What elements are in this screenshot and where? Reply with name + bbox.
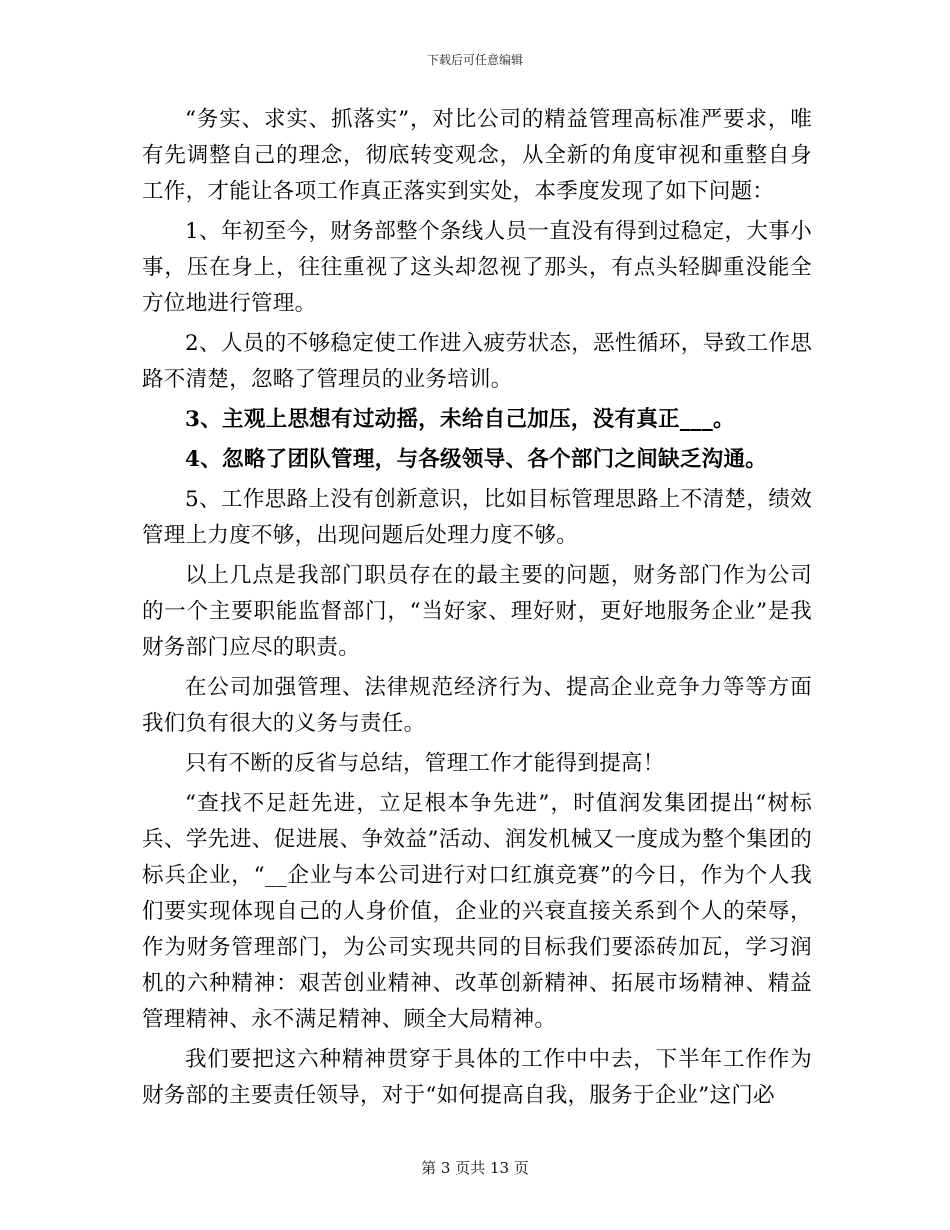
paragraph-bold: 4、忽略了团队管理，与各级领导、各个部门之间缺乏沟通。: [185, 447, 768, 472]
paragraph: “查找不足赶先进，立足根本争先进”，时值润发集团提出“树标兵、学先进、促进展、争效益”活动、润发机械又一度成为整个集团的标兵企业，“__企业与本公司进行对口红旗竞赛”的今日，作为个人我们要实现体现自己的人身价值，企业的兴衰直接关系到个人的荣辱，作为财务管理部门，为公司实现共同的目标我们要添砖加瓦，学习润机的六种精神：艰苦创业精神、改革创新精神、拓展市场精神、精益管理精神、永不满足精神、顾全大局精神。: [142, 791, 812, 1032]
paragraph: 以上几点是我部门职员存在的最主要的问题，财务部门作为公司的一个主要职能监督部门，“当好家、理好财，更好地服务企业”是我财务部门应尽的职责。: [142, 563, 812, 660]
paragraph: 5、工作思路上没有创新意识，比如目标管理思路上不清楚，绩效管理上力度不够，出现问题后处理力度不够。: [142, 487, 812, 548]
page-header: 下载后可任意编辑: [426, 53, 523, 67]
paragraph: 1、年初至今，财务部整个条线人员一直没有得到过稳定，大事小事，压在身上，往往重视了这头却忽视了那头，有点头轻脚重没能全方位地进行管理。: [142, 219, 812, 316]
paragraph-bold: 3、主观上思想有过动摇，未给自己加压，没有真正___。: [185, 407, 735, 432]
paragraph: 2、人员的不够稳定使工作进入疲劳状态，恶性循环，导致工作思路不清楚，忽略了管理员的业务培训。: [142, 331, 812, 392]
document-body: [142, 102, 812, 1118]
paragraph: 我们要把这六种精神贯穿于具体的工作中中去，下半年工作作为财务部的主要责任领导，对于“如何提高自我，服务于企业”这门必: [142, 1047, 812, 1108]
paragraph: 在公司加强管理、法律规范经济行为、提高企业竞争力等等方面我们负有很大的义务与责任。: [142, 675, 812, 736]
paragraph: 只有不断的反省与总结，管理工作才能得到提高！: [185, 751, 665, 776]
page-number-footer: 第 3 页共 13 页: [421, 1159, 529, 1177]
paragraph: “务实、求实、抓落实”，对比公司的精益管理高标准严要求，唯有先调整自己的理念，彻底转变观念，从全新的角度审视和重整自身工作，才能让各项工作真正落实到实处，本季度发现了如下问题：: [142, 107, 812, 204]
